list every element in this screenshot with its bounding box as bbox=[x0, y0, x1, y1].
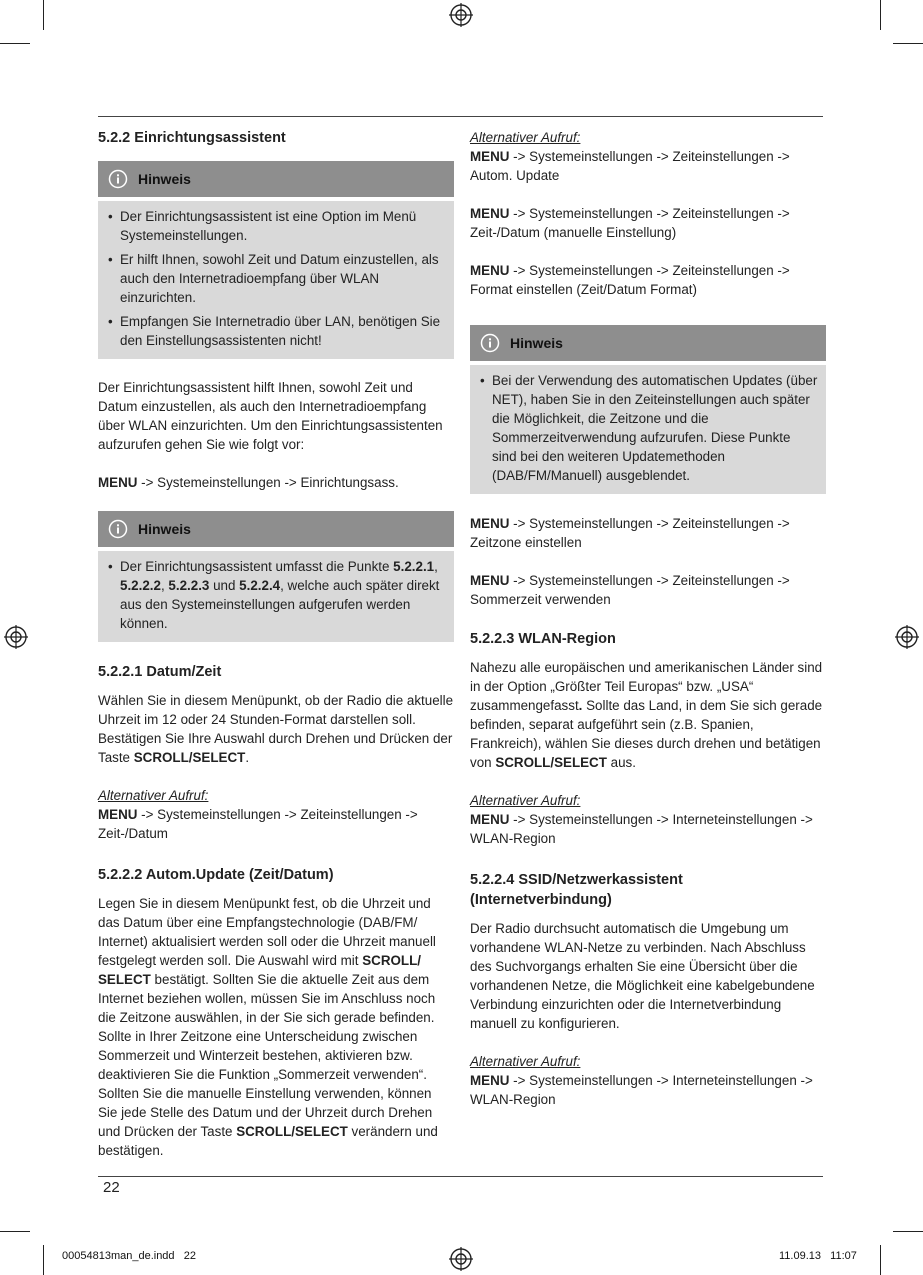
paragraph-autom-update: Legen Sie in diesem Menüpunkt fest, ob die Uhrzeit und das Datum über eine Empfangstechnologie (DAB/FM/ Internet) aktualisiert werden soll oder die Uhrzeit manuell festgelegt werden soll. Die Auswahl wird mit SCROLL/ SELECT bestätigt. Sollten Sie die aktuelle Zeit aus dem Internet beziehen wollen, müssen Sie im Anschluss noch die Zeitzone auswählen, in der Sie sich gerade befinden. Sollte in Ihrer Zeitzone eine Unterscheidung zwischen Sommerzeit und Winterzeit bestehen, aktivieren bzw. deaktivieren Sie die Funktion „Sommerzeit verwenden“. Sollten Sie die manuelle Einstellung verwenden, können Sie jede Stelle des Datum und der Uhrzeit durch Drehen und Drücken der Taste SCROLL/SELECT verändern und bestätigen. bbox=[98, 896, 438, 1158]
note-body bbox=[470, 361, 826, 494]
paragraph-datum-zeit: Wählen Sie in diesem Menüpunkt, ob der Radio die aktuelle Uhrzeit im 12 oder 24 Stunden-Format darstellen soll. Bestätigen Sie Ihre Auswahl durch Drehen und Drücken der Taste SCROLL/SELECT. bbox=[98, 693, 454, 765]
crop-mark bbox=[893, 43, 923, 44]
crop-mark bbox=[880, 1245, 881, 1275]
note-header bbox=[98, 161, 454, 197]
note-header bbox=[470, 325, 826, 361]
menu-path bbox=[98, 805, 454, 843]
note-item: • Bei der Verwendung des automatischen Updates (über NET), haben Sie in den Zeiteinstellungen auch später die Möglichkeit, die Zeitzone und die Sommerzeitverwendung aufzurufen. Diese Punkte sind bei den weiteren Updatemethoden (DAB/FM/Manuell) ausgeblendet. bbox=[478, 371, 818, 485]
right-column bbox=[470, 128, 826, 1109]
note-body bbox=[98, 547, 454, 642]
crop-mark bbox=[43, 1245, 44, 1275]
note-item: • Der Einrichtungsassistent umfasst die Punkte 5.2.2.1, 5.2.2.2, 5.2.2.3 und 5.2.2.4, welche auch später direkt aus den Systemeinstellungen aufgerufen werden können. bbox=[106, 557, 446, 633]
registration-mark-icon bbox=[449, 1247, 473, 1271]
alt-call-label: Alternativer Aufruf: bbox=[470, 1054, 581, 1069]
note-box bbox=[470, 325, 826, 494]
menu-path: MENU -> Systemeinstellungen -> Zeiteinstellungen -> Autom. Update bbox=[470, 149, 790, 183]
menu-path: MENU -> Systemeinstellungen -> Interneteinstellungen -> WLAN-Region bbox=[470, 812, 813, 846]
top-rule bbox=[98, 116, 823, 117]
registration-mark-icon bbox=[4, 625, 28, 649]
note-item: • Er hilft Ihnen, sowohl Zeit und Datum einzustellen, als auch den Internetradioempfang über WLAN einzurichten. bbox=[106, 250, 446, 307]
menu-path-text: -> Systemeinstellungen -> Einrichtungsass. bbox=[137, 475, 399, 490]
section-title-5-2-2-3: 5.2.2.3 WLAN-Region bbox=[470, 631, 616, 647]
info-icon bbox=[480, 333, 500, 353]
note-body bbox=[98, 197, 454, 359]
crop-mark bbox=[893, 1231, 923, 1232]
menu-path: MENU -> Systemeinstellungen -> Zeiteinstellungen -> Sommerzeit verwenden bbox=[470, 573, 790, 607]
alt-call-label: Alternativer Aufruf: bbox=[470, 130, 581, 145]
note-header bbox=[98, 511, 454, 547]
crop-mark bbox=[43, 0, 44, 30]
note-item: • Empfangen Sie Internetradio über LAN, benötigen Sie den Einstellungsassistenten nicht! bbox=[106, 312, 446, 350]
note-box bbox=[98, 511, 454, 642]
paragraph-wlan-region: Nahezu alle europäischen und amerikanischen Länder sind in der Option „Größter Teil Europas“ bzw. „USA“ zusammengefasst. Sollte das Land, in dem Sie sich gerade befinden, separat aufgeführt sein (z.B. Spanien, Frankreich), wählen Sie dieses durch drehen und betätigen von SCROLL/SELECT aus. bbox=[470, 660, 823, 770]
note-item: • Der Einrichtungsassistent ist eine Option im Menü Systemeinstellungen. bbox=[106, 207, 446, 245]
section-title-5-2-2-2: 5.2.2.2 Autom.Update (Zeit/Datum) bbox=[98, 867, 334, 883]
menu-path: MENU -> Systemeinstellungen -> Zeiteinstellungen -> Zeit-/Datum (manuelle Einstellung) bbox=[470, 206, 790, 240]
registration-mark-icon bbox=[895, 625, 919, 649]
menu-path: MENU -> Systemeinstellungen -> Zeiteinstellungen -> Format einstellen (Zeit/Datum Format) bbox=[470, 263, 790, 297]
section-title-5-2-2: 5.2.2 Einrichtungsassistent bbox=[98, 130, 286, 146]
menu-path-text: -> Systemeinstellungen -> Zeiteinstellungen -> Zeit-/Datum bbox=[98, 807, 418, 841]
print-date-label: 11.09.13 11:07 bbox=[779, 1250, 857, 1262]
note-title: Hinweis bbox=[138, 520, 191, 537]
note-box bbox=[98, 161, 454, 359]
intro-paragraph: Der Einrichtungsassistent hilft Ihnen, sowohl Zeit und Datum einzustellen, als auch den Internetradioempfang über WLAN einzurichten. Um den Einrichtungsassistenten aufzurufen gehen Sie wie folgt vor: bbox=[98, 380, 443, 452]
menu-keyword: MENU bbox=[98, 475, 138, 490]
left-column bbox=[98, 128, 454, 1160]
bottom-rule bbox=[98, 1176, 823, 1177]
menu-path: MENU -> Systemeinstellungen -> Zeiteinstellungen -> Zeitzone einstellen bbox=[470, 516, 790, 550]
info-icon bbox=[108, 519, 128, 539]
section-title-5-2-2-4: 5.2.2.4 SSID/Netzwerkassistent (Internetverbindung) bbox=[470, 872, 683, 908]
section-title-5-2-2-1: 5.2.2.1 Datum/Zeit bbox=[98, 664, 222, 680]
note-title: Hinweis bbox=[510, 334, 563, 351]
crop-mark bbox=[0, 1231, 30, 1232]
registration-mark-icon bbox=[449, 3, 473, 27]
info-icon bbox=[108, 169, 128, 189]
print-file-label: 00054813man_de.indd 22 bbox=[62, 1250, 196, 1262]
crop-mark bbox=[0, 43, 30, 44]
note-title: Hinweis bbox=[138, 170, 191, 187]
menu-keyword: MENU bbox=[98, 807, 138, 822]
crop-mark bbox=[880, 0, 881, 30]
menu-path: MENU -> Systemeinstellungen -> Interneteinstellungen -> WLAN-Region bbox=[470, 1073, 813, 1107]
paragraph-ssid: Der Radio durchsucht automatisch die Umgebung um vorhandene WLAN-Netze zu verbinden. Nach Abschluss des Suchvorgangs erhalten Sie eine Übersicht über die vorhandenen Netze, die Möglichkeit eine kabelgebundene Verbindung einzurichten oder die Internetverbindung manuell zu konfigurieren. bbox=[470, 921, 815, 1031]
menu-path bbox=[98, 473, 454, 492]
alt-call-label: Alternativer Aufruf: bbox=[98, 788, 209, 803]
alt-call-label: Alternativer Aufruf: bbox=[470, 793, 581, 808]
page-number: 22 bbox=[103, 1179, 120, 1196]
